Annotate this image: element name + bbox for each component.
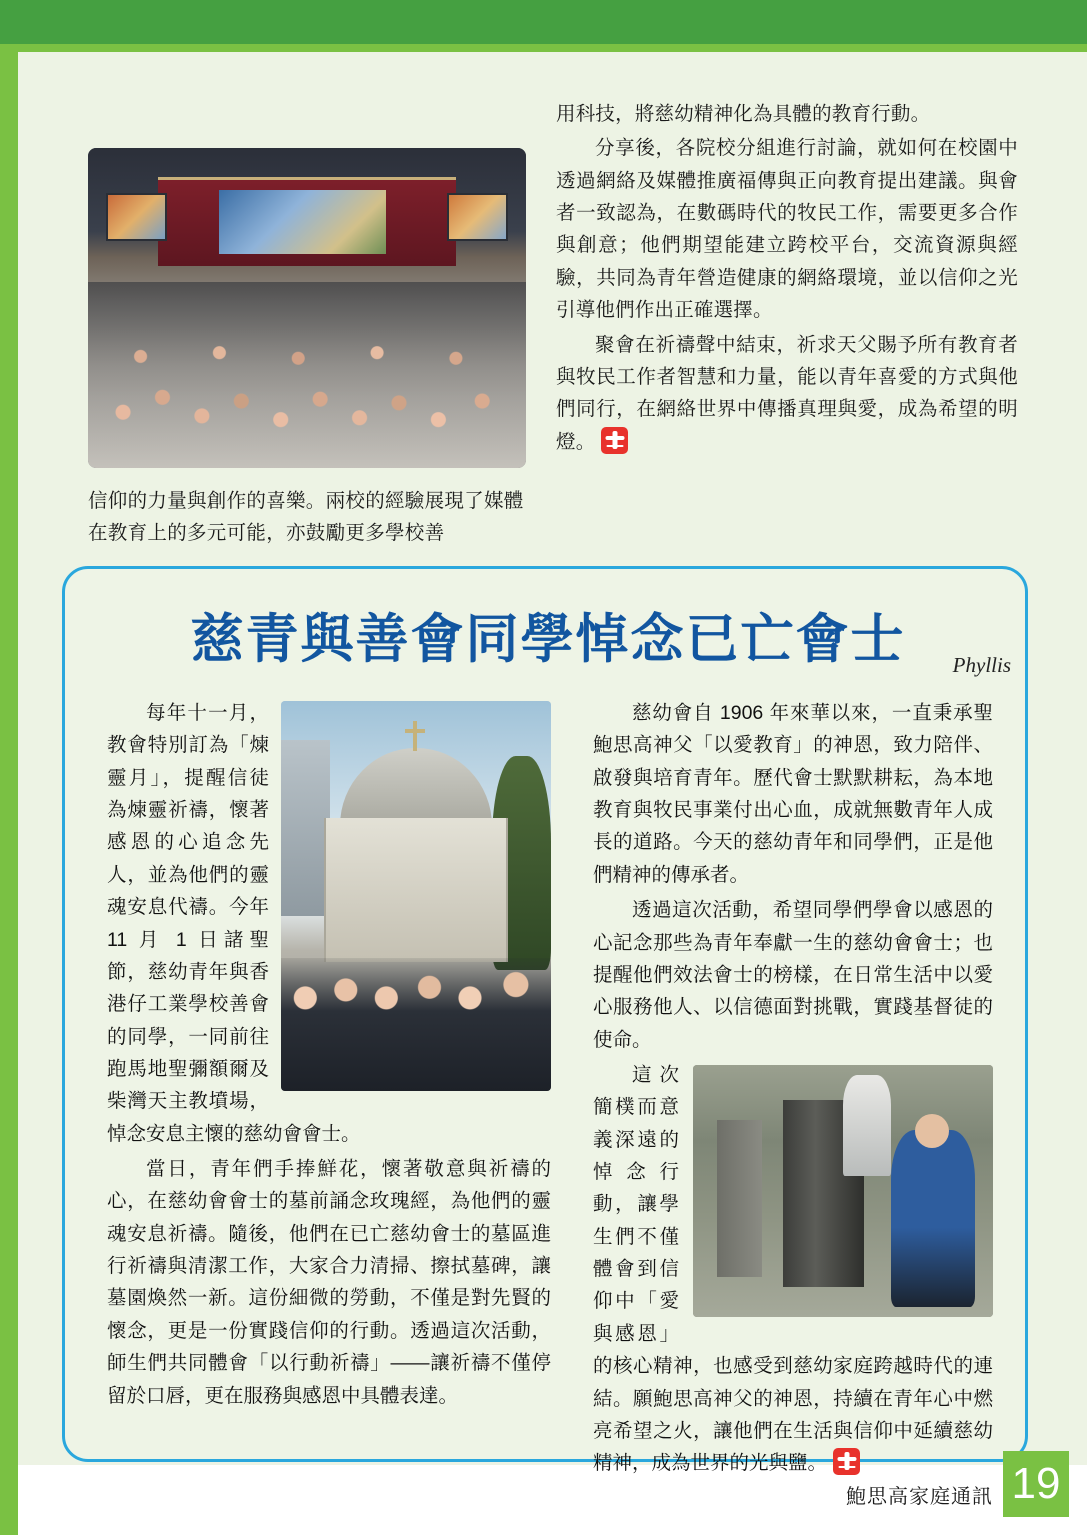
stage-screen <box>219 190 385 254</box>
page-number: 19 <box>1003 1451 1069 1517</box>
background-building <box>281 740 330 916</box>
photo-hall-background <box>88 148 526 468</box>
footer-publication-name: 鮑思高家庭通訊 <box>846 1486 993 1508</box>
article-right-column <box>593 697 993 1483</box>
top-green-bar-inner <box>0 0 1087 44</box>
left-paragraph-1: 當日，青年們手捧鮮花，懷著敬意與祈禱的心，在慈幼會會士的墓前誦念玫瑰經，為他們的靈魂安息祈禱。隨後，他們在已亡慈幼會士的墓區進行祈禱與清潔工作，大家合力清掃、擦拭墓碑，讓墓園煥然一新。這份細微的勞動，不僅是對先賢的懷念，更是一份實踐信仰的行動。透過這次活動，師生們共同體會「以行動祈禱」——讓祈禱不僅停留於口唇，更在服務與感恩中具體表達。 <box>107 1158 551 1407</box>
students-group <box>281 958 551 1091</box>
top-article-text <box>556 98 1018 460</box>
church-group-photo <box>281 701 551 1091</box>
left-green-strip <box>0 52 18 1535</box>
side-screen-left <box>106 193 167 241</box>
assembly-photo <box>88 148 526 468</box>
top-paragraph-1: 分享後，各院校分組進行討論，就如何在校園中透過網絡及媒體推廣福傳與正向教育提出建議。與會者一致認為，在數碼時代的牧民工作，需要更多合作與創意；他們期望能建立跨校平台，交流資源與經驗，共同為青年營造健康的網絡環境，並以信仰之光引導他們作出正確選擇。 <box>556 137 1018 322</box>
side-screen-right <box>447 193 508 241</box>
article-headline: 慈青與善會同學悼念已亡會士 <box>190 609 906 670</box>
article-byline: Phyllis <box>952 653 1011 677</box>
right-paragraph-1: 透過這次活動，希望同學們學會以感恩的心記念那些為青年奉獻一生的慈幼會會士；也提醒他們效法會士的榜樣，在日常生活中以愛心服務他人、以信德面對挑戰，實踐基督徒的使命。 <box>593 899 993 1051</box>
page-footer <box>846 1451 1069 1517</box>
audience-group <box>88 282 526 468</box>
right-paragraph-2-text: 這次簡樸而意義深遠的悼念行動，讓學生們不僅體會到信仰中「愛與感恩」的核心精神，也感受到慈幼家庭跨越時代的連結。願鮑思高神父的神恩，持續在青年心中燃亮希望之火，讓他們在生活與信仰中延續慈幼精神，成為世界的光與鹽。 <box>593 1063 993 1475</box>
top-paragraph-2 <box>556 329 1018 458</box>
chapel-facade <box>324 818 508 962</box>
salesian-logo-icon <box>601 427 628 454</box>
right-paragraph-0: 慈幼會自 1906 年來華以來，一直秉承聖鮑思高神父「以愛教育」的神恩，致力陪伴、啟發與培育青年。歷代會士默默耕耘，為本地教育與牧民事業付出心血，成就無數青年人成長的道路。今天的慈幼青年和同學們，正是他們精神的傳承者。 <box>593 702 993 886</box>
top-paragraph-0: 用科技，將慈幼精神化為具體的教育行動。 <box>556 103 931 125</box>
person-background <box>843 1075 891 1176</box>
top-paragraph-2-text: 聚會在祈禱聲中結束，祈求天父賜予所有教育者與牧民工作者智慧和力量，能以青年喜愛的方式與他們同行，在網絡世界中傳播真理與愛，成為希望的明燈。 <box>556 333 1018 453</box>
top-photo-caption: 信仰的力量與創作的喜樂。兩校的經驗展現了媒體在教育上的多元可能，亦鼓勵更多學校善 <box>88 490 524 544</box>
article-left-column <box>107 697 551 1415</box>
tombstone-secondary <box>717 1120 762 1276</box>
boxed-article <box>62 566 1028 1475</box>
top-article <box>88 98 1018 544</box>
left-paragraph-0: 每年十一月，教會特別訂為「煉靈月」，提醒信徒為煉靈祈禱，懷著感恩的心追念先人，並為他們的靈魂安息代禱。今年 11 月 1 日諸聖節，慈幼青年與香港仔工業學校善會的同學，一同前往跑馬地聖彌額爾及柴灣天主教墳場，悼念安息主懷的慈幼會會士。 <box>107 702 361 1145</box>
cross-icon <box>413 721 417 751</box>
person-cleaning <box>891 1130 975 1306</box>
grave-cleaning-photo <box>693 1065 993 1317</box>
